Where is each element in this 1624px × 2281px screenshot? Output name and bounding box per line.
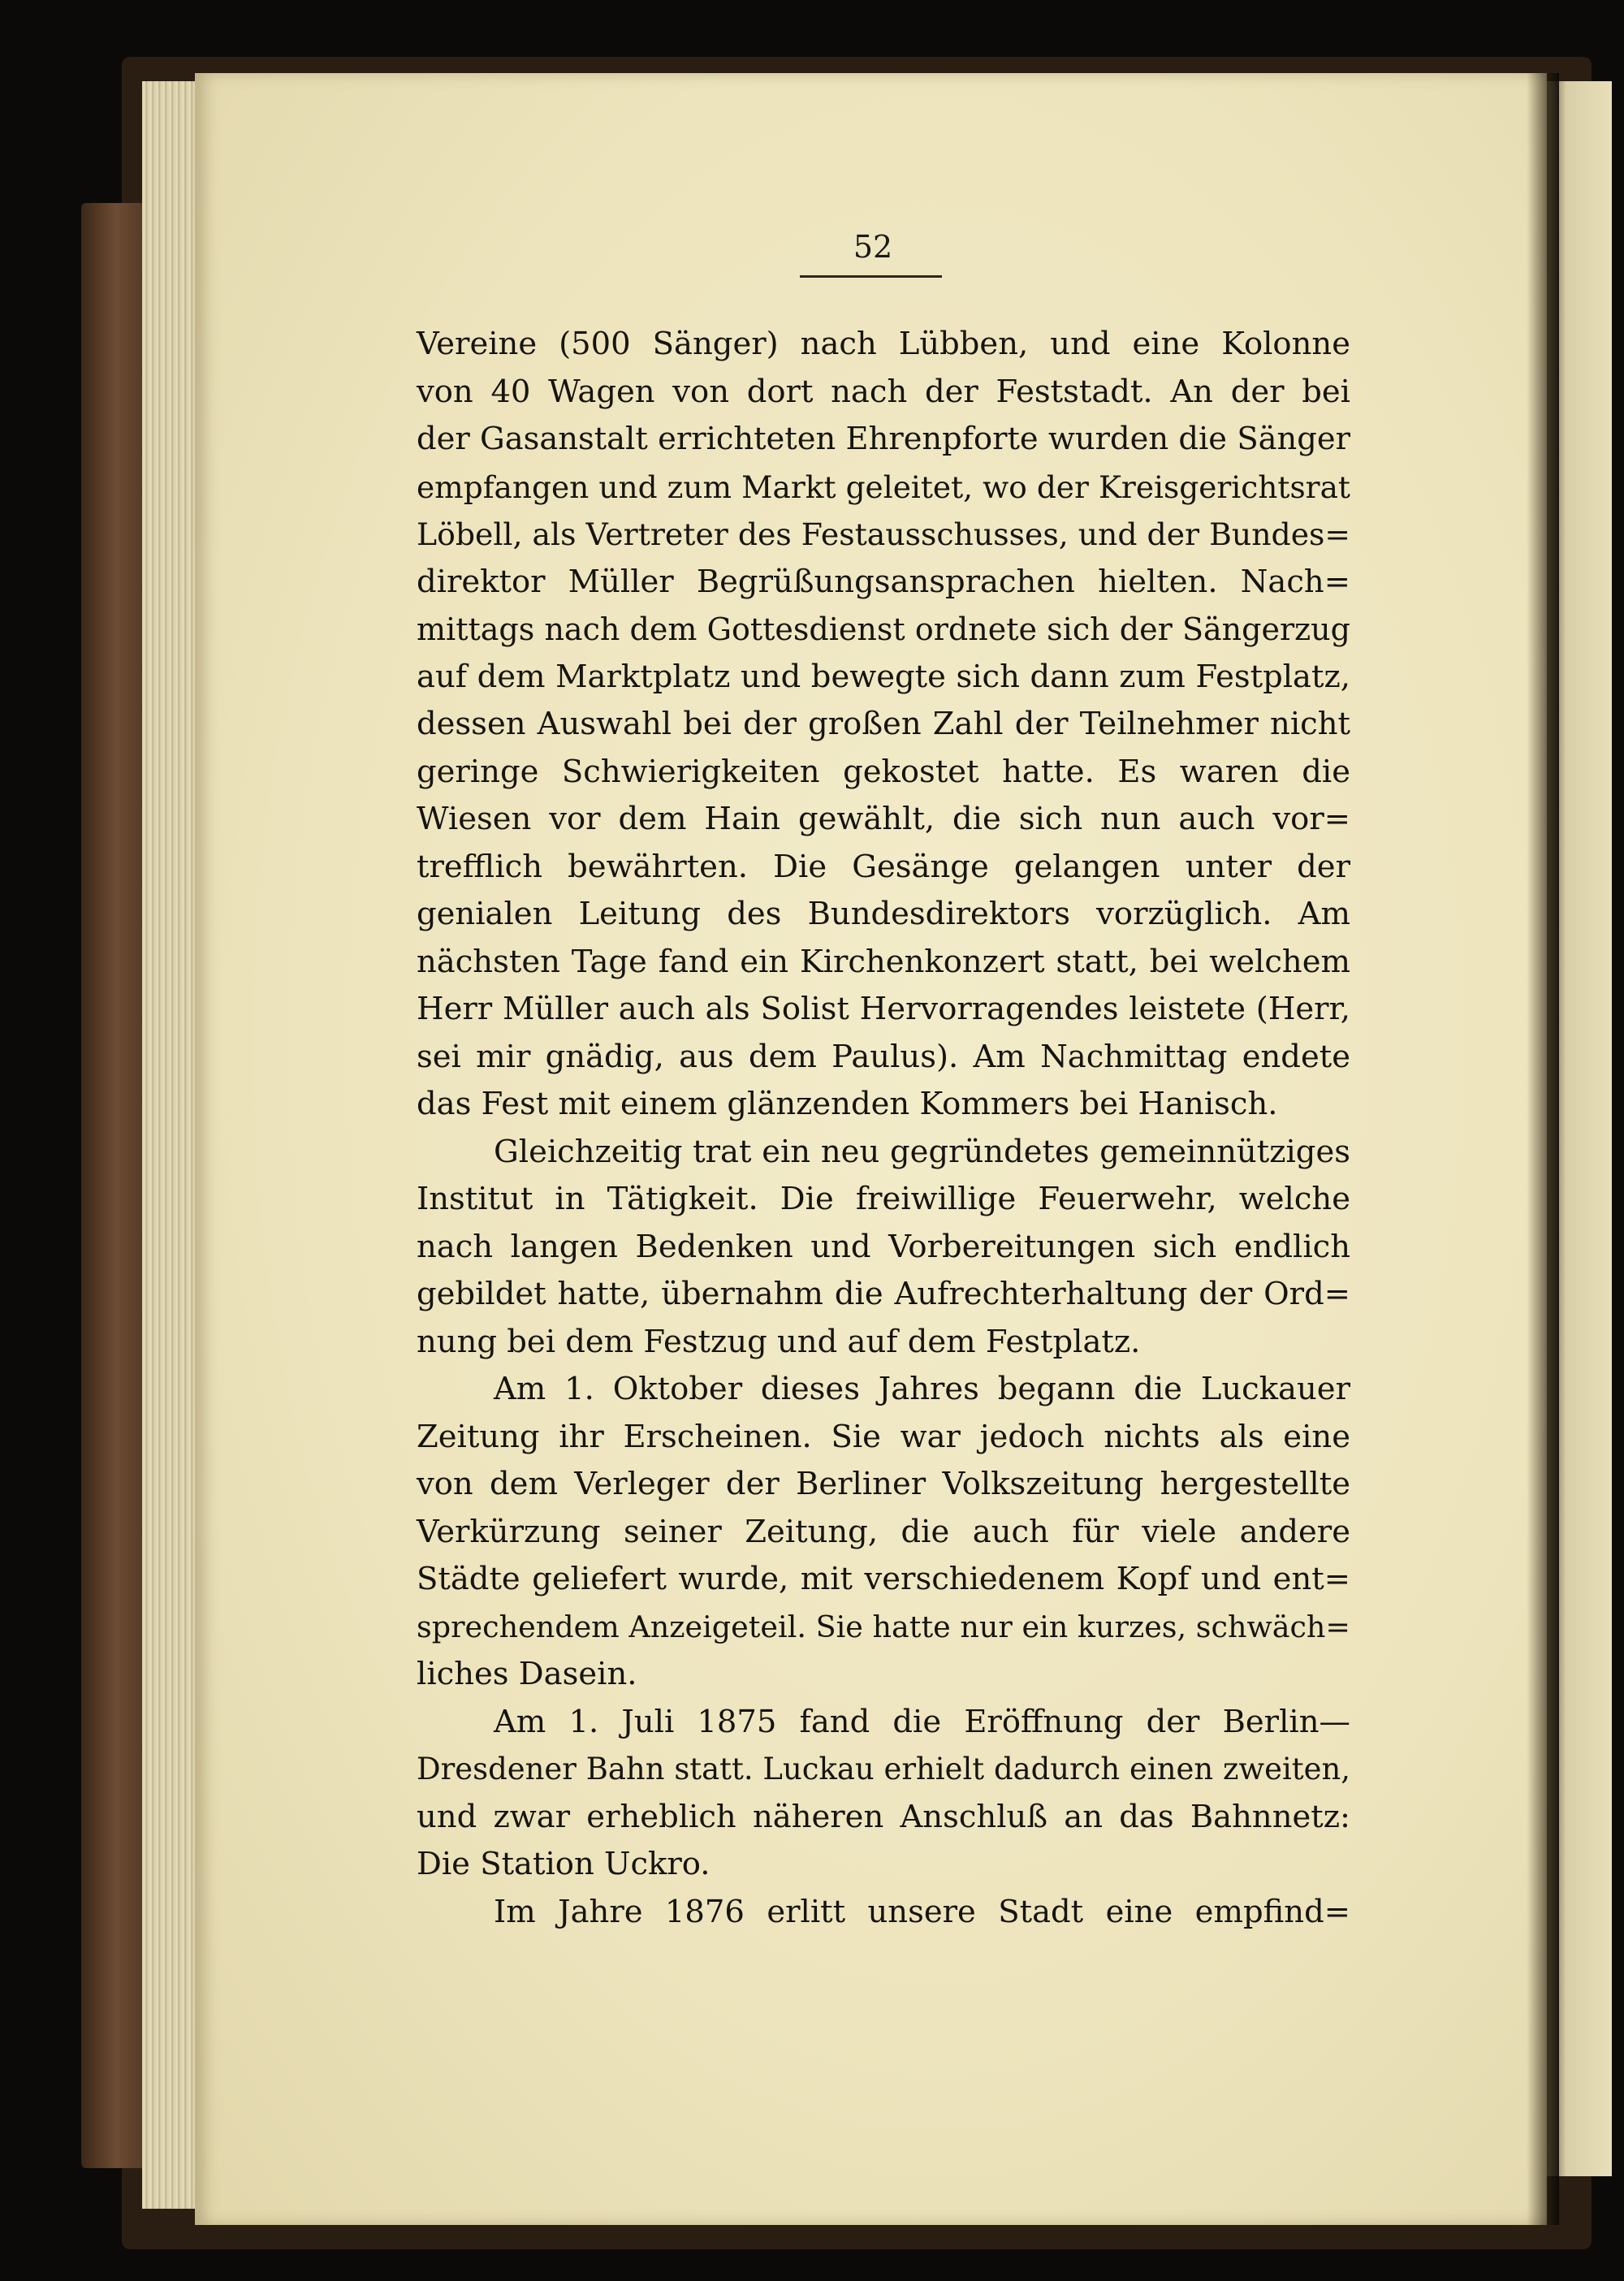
text-line: Städte geliefert wurde, mit verschiedenem Kopf und ent= (417, 1561, 1350, 1597)
text-line: von 40 Wagen von dort nach der Feststadt. An der bei (417, 373, 1350, 410)
text-line: auf dem Marktplatz und bewegte sich dann zum Festplatz, (417, 658, 1350, 695)
text-line: nächsten Tage fand ein Kirchenkonzert statt, bei welchem (417, 943, 1350, 980)
page-gutter (1527, 73, 1559, 2225)
header-rule (800, 275, 942, 278)
text-line: Vereine (500 Sänger) nach Lübben, und eine Kolonne (417, 326, 1350, 362)
page-number: 52 (853, 229, 893, 265)
text-line: gebildet hatte, übernahm die Aufrechterhaltung der Ord= (417, 1276, 1350, 1312)
text-line: nung bei dem Festzug und auf dem Festplatz. (417, 1323, 1141, 1360)
text-line: sei mir gnädig, aus dem Paulus). Am Nachmittag endete (417, 1038, 1350, 1075)
text-line: liches Dasein. (417, 1656, 637, 1692)
text-line: direktor Müller Begrüßungsansprachen hielten. Nach= (417, 563, 1350, 600)
text-line: Löbell, als Vertreter des Festausschusses, und der Bundes= (417, 516, 1351, 552)
text-line: Am 1. Juli 1875 fand die Eröffnung der Berlin— (494, 1703, 1350, 1740)
text-line: Verkürzung seiner Zeitung, die auch für viele andere (417, 1513, 1350, 1550)
text-line: dessen Auswahl bei der großen Zahl der Teilnehmer nicht (417, 706, 1350, 742)
text-line: Die Station Uckro. (417, 1846, 710, 1882)
text-line: Im Jahre 1876 erlitt unsere Stadt eine empfind= (494, 1893, 1350, 1930)
text-line: Institut in Tätigkeit. Die freiwillige Feuerwehr, welche (417, 1181, 1350, 1217)
text-line: Dresdener Bahn statt. Luckau erhielt dadurch einen zweiten, (417, 1752, 1350, 1786)
text-line: Zeitung ihr Erscheinen. Sie war jedoch nichts als eine (417, 1418, 1350, 1455)
text-line: Wiesen vor dem Hain gewählt, die sich nun auch vor= (417, 801, 1350, 837)
text-line: nach langen Bedenken und Vorbereitungen sich endlich (417, 1228, 1350, 1265)
text-line: Am 1. Oktober dieses Jahres begann die Luckauer (494, 1371, 1350, 1407)
text-line: geringe Schwierigkeiten gekostet hatte. Es waren die (417, 753, 1350, 790)
text-line: empfangen und zum Markt geleitet, wo der Kreisgerichtsrat (417, 469, 1350, 505)
text-line: das Fest mit einem glänzenden Kommers bei Hanisch. (417, 1086, 1278, 1122)
text-line: und zwar erheblich näheren Anschluß an das Bahnnetz: (417, 1798, 1350, 1835)
text-line: von dem Verleger der Berliner Volkszeitung hergestellte (417, 1466, 1350, 1502)
text-line: sprechendem Anzeigeteil. Sie hatte nur ein kurzes, schwäch= (417, 1609, 1350, 1644)
text-line: mittags nach dem Gottesdienst ordnete sich der Sängerzug (417, 611, 1350, 647)
text-line: trefflich bewährten. Die Gesänge gelangen unter der (417, 848, 1350, 885)
text-line: der Gasanstalt errichteten Ehrenpforte wurden die Sänger (417, 421, 1350, 457)
text-line: Herr Müller auch als Solist Hervorragendes leistete (Herr, (417, 991, 1350, 1027)
text-line: Gleichzeitig trat ein neu gegründetes gemeinnütziges (494, 1133, 1350, 1170)
body-text (417, 321, 1350, 1936)
text-line: genialen Leitung des Bundesdirektors vorzüglich. Am (417, 896, 1350, 932)
